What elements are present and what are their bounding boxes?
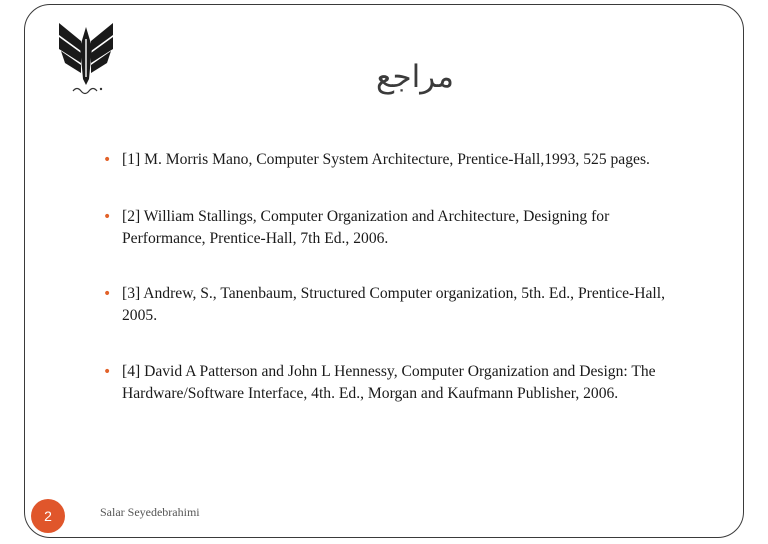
reference-4-line-1: [4] David A Patterson and John L Hennessy, Computer Organization and Design: The xyxy=(122,363,656,380)
bullet-icon: • xyxy=(103,286,112,302)
bullet-icon: • xyxy=(103,209,112,225)
reference-item-1 xyxy=(97,149,717,171)
reference-1-line-1: [1] M. Morris Mano, Computer System Architecture, Prentice-Hall,1993, 525 pages. xyxy=(122,151,650,168)
reference-3-line-2: 2005. xyxy=(122,307,158,324)
bullet-icon: • xyxy=(103,152,112,168)
bullet-icon: • xyxy=(103,364,112,380)
page-number-badge: 2 xyxy=(31,499,65,533)
slide-frame xyxy=(24,4,744,538)
reference-2-line-2: Performance, Prentice-Hall, 7th Ed., 2006. xyxy=(122,230,389,247)
reference-4-line-2: Hardware/Software Interface, 4th. Ed., Morgan and Kaufmann Publisher, 2006. xyxy=(122,385,619,402)
reference-item-3 xyxy=(97,283,717,327)
footer-author: Salar Seyedebrahimi xyxy=(100,505,200,519)
slide-title: مراجع xyxy=(376,59,454,95)
reference-item-2 xyxy=(97,206,717,250)
references-list xyxy=(97,145,717,405)
reference-3-line-1: [3] Andrew, S., Tanenbaum, Structured Computer organization, 5th. Ed., Prentice-Hall, xyxy=(122,285,665,302)
reference-2-line-1: [2] William Stallings, Computer Organization and Architecture, Designing for xyxy=(122,208,610,225)
reference-item-4 xyxy=(97,361,717,405)
